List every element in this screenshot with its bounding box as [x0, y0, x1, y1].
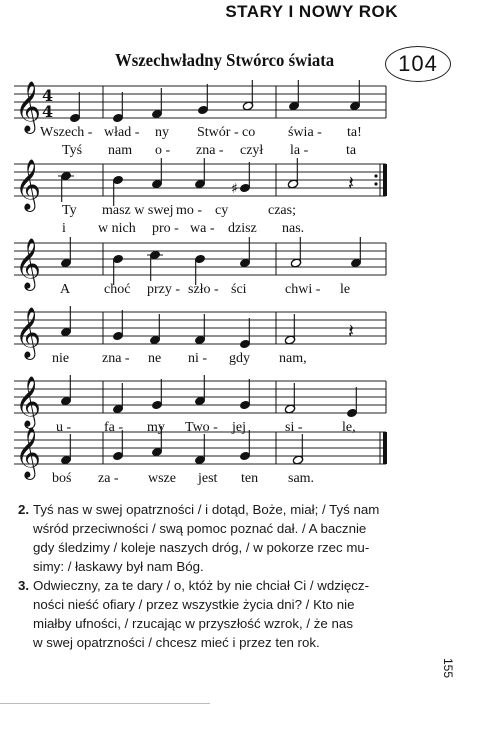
- hymn-title: Wszechwładny Stwórco świata: [115, 50, 335, 70]
- verse-line: Tyś nas w swej opatrzności / i dotąd, Boże, miał; / Tyś nam: [33, 502, 380, 517]
- lyric-syllable: ści: [231, 282, 247, 297]
- lyric-syllable: ten: [241, 471, 259, 486]
- section-header: STARY I NOWY ROK: [225, 2, 398, 21]
- lyric-syllable: co: [242, 125, 256, 140]
- lyric-syllable: pro -: [152, 221, 179, 236]
- lyric-syllable: świa -: [288, 125, 322, 140]
- time-signature-top: 4: [42, 86, 54, 105]
- lyric-syllable: mo -: [176, 203, 203, 218]
- lyric-syllable: przy -: [147, 282, 181, 297]
- lyric-syllable: si -: [285, 420, 303, 435]
- treble-clef-icon: 𝄞: [15, 427, 42, 478]
- treble-clef-icon: 𝄞: [15, 307, 42, 358]
- lyric-syllable: zna -: [102, 351, 130, 366]
- verse-line: wśród przeciwności / swą pomoc poznać dał. / A bacznie: [33, 521, 367, 536]
- treble-clef-icon: 𝄞: [15, 159, 42, 210]
- lyric-syllable: szło -: [188, 282, 219, 297]
- lyric-syllable: ta!: [347, 125, 362, 140]
- verse-line: miałby ufności, / rzucając w przyszłość wzrok, / że nas: [33, 616, 353, 631]
- lyric-syllable: choć: [104, 282, 131, 297]
- treble-clef-icon: 𝄞: [15, 376, 42, 427]
- treble-clef-icon: 𝄞: [15, 81, 42, 132]
- lyric-syllable: Two -: [185, 420, 218, 435]
- lyric-syllable: ni -: [188, 351, 208, 366]
- verse-line: Odwieczny, za te dary / o, któż by nie chciał Ci / wdzięcz-: [33, 578, 369, 593]
- lyric-syllable: czył: [240, 143, 264, 158]
- verse-number: 3.: [18, 578, 30, 593]
- lyric-syllable: w nich: [98, 221, 136, 236]
- footer-divider: [0, 703, 210, 704]
- verse-line: ności nieść ofiary / przez wszystkie życia dni? / Kto nie: [33, 597, 355, 612]
- time-signature-bottom: 4: [42, 102, 54, 121]
- lyric-syllable: chwi -: [285, 282, 321, 297]
- lyric-syllable: le,: [342, 420, 356, 435]
- lyric-syllable: jest: [198, 471, 218, 486]
- verse-line: simy: / łaskawy był nam Bóg.: [33, 559, 204, 574]
- verse-2: [18, 500, 398, 576]
- lyric-syllable: zna -: [196, 143, 224, 158]
- lyric-syllable: za -: [98, 471, 119, 486]
- final-barline: [383, 432, 387, 464]
- lyric-syllable: Ty: [62, 203, 77, 218]
- lyric-syllable: nas.: [282, 221, 305, 236]
- lyric-syllable: jej: [232, 420, 246, 435]
- lyric-syllable: wład -: [104, 125, 140, 140]
- lyric-syllable: ta: [346, 143, 357, 158]
- lyric-syllable: wa -: [190, 221, 215, 236]
- lyric-syllable: ny: [155, 125, 169, 140]
- lyric-syllable: Tyś: [62, 143, 83, 158]
- verse-line: gdy śledzimy / koleje naszych dróg, / w pokorze rzec mu-: [33, 540, 370, 555]
- hymn-number-badge: 104: [385, 46, 451, 82]
- lyric-syllable: gdy: [229, 351, 250, 366]
- lyric-syllable: Stwór -: [197, 125, 239, 140]
- lyric-syllable: nie: [52, 351, 70, 366]
- lyric-syllable: i: [62, 221, 66, 236]
- sharp-sign: ♯: [231, 181, 238, 197]
- lyric-syllable: my: [147, 420, 165, 435]
- verse-line: w swej opatrzności / chcesz mieć i przez ten rok.: [33, 635, 320, 650]
- lyric-syllable: fa -: [104, 420, 124, 435]
- lyric-syllable: dzisz: [228, 221, 257, 236]
- verse-number: 2.: [18, 502, 30, 517]
- lyric-syllable: ne: [148, 351, 162, 366]
- lyric-syllable: sam.: [288, 471, 315, 486]
- lyric-syllable: czas;: [268, 203, 296, 218]
- repeat-dot: [374, 182, 377, 185]
- lyric-syllable: cy: [215, 203, 229, 218]
- treble-clef-icon: 𝄞: [15, 238, 42, 289]
- lyric-syllable: la -: [290, 143, 309, 158]
- quarter-rest: 𝄽: [348, 171, 355, 195]
- final-barline: [383, 164, 387, 196]
- lyric-syllable: Wszech -: [40, 125, 93, 140]
- lyric-syllable: masz w swej: [102, 203, 174, 218]
- lyric-syllable: nam: [108, 143, 133, 158]
- repeat-dot: [374, 174, 377, 177]
- lyric-syllable: wsze: [148, 471, 176, 486]
- lyric-syllable: nam,: [279, 351, 307, 366]
- lyric-syllable: le: [340, 282, 351, 297]
- lyric-syllable: boś: [52, 471, 72, 486]
- lyric-syllable: u -: [56, 420, 72, 435]
- lyric-syllable: o -: [155, 143, 171, 158]
- verse-3: [18, 576, 398, 652]
- lyric-syllable: A: [60, 282, 71, 297]
- quarter-rest: 𝄽: [348, 319, 355, 343]
- page-number: 155: [441, 658, 455, 679]
